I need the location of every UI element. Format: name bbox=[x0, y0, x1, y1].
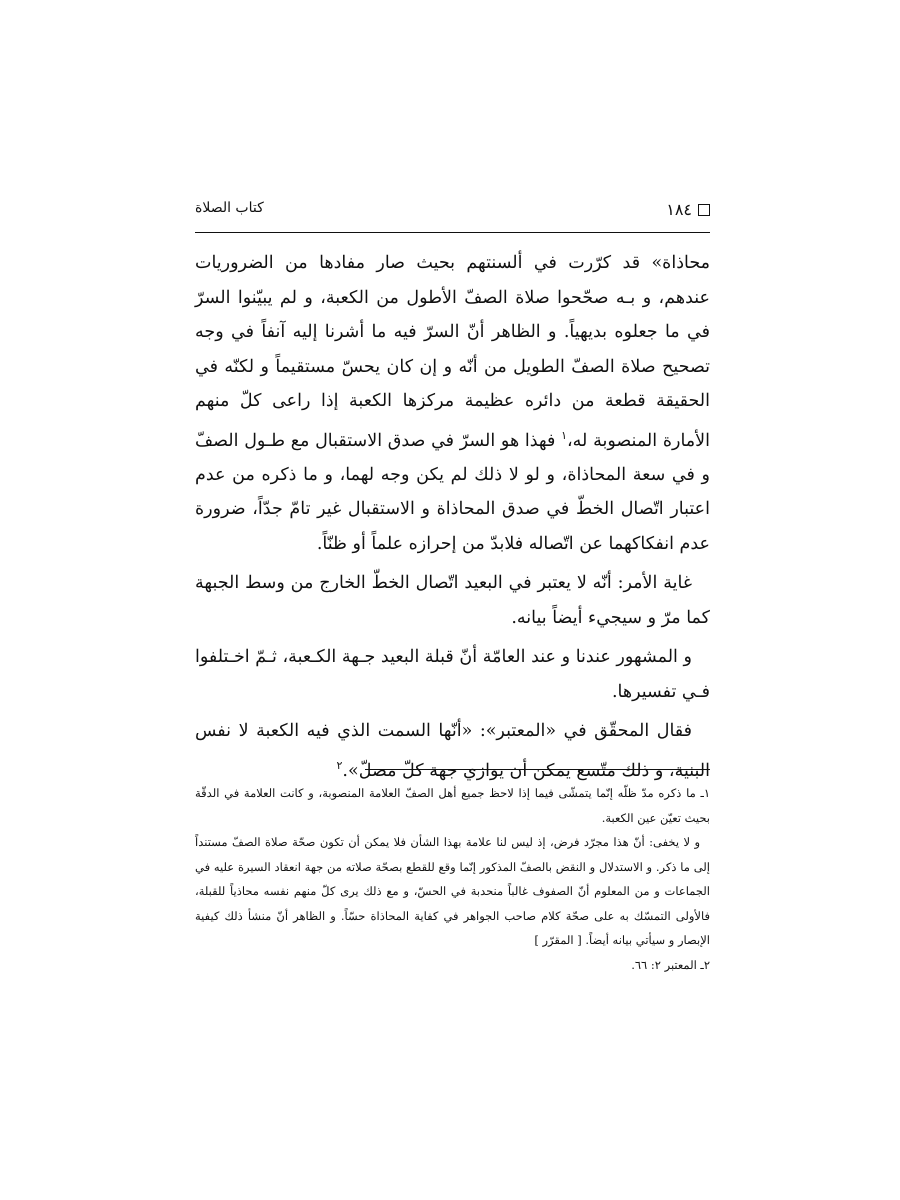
footnote-1a: ١ـ ما ذكره مدّ ظلّه إنّما يتمشّى فيما إذا لاحظ جميع أهل الصفّ العلامة المنصوبة، و كانت العلامة في الدقّة بحيث تعيّن عين الكعبة. bbox=[195, 786, 710, 825]
footnote-2: ٢ـ المعتبر ٢: ٦٦. bbox=[631, 957, 710, 972]
square-icon bbox=[698, 204, 710, 216]
footnotes bbox=[195, 781, 710, 977]
page-number bbox=[666, 200, 710, 219]
paragraph-2: غاية الأمر: أنّه لا يعتبر في البعيد اتّصال الخطّ الخارج من وسط الجبهة كما مرّ و سيجيء أيضاً بيانه. bbox=[195, 573, 710, 628]
footnote-1b: و لا يخفى: أنّ هذا مجرّد فرض، إذ ليس لنا علامة بهذا الشأن فلا يمكن أن تكون صحّة صلاة الصفّ مستنداً إلى ما ذكر. و الاستدلال و النقض بالصفّ المذكور إنّما وقع للقطع بصحّة صلاته من جهة انعقاد السيرة عليه في الجماعات و من المعلوم أنّ الصفوف غالباً منحدبة في الحسّ، و مع ذلك يرى كلّ منهم نفسه محاذياً للقبلة، فالأولى التمسّك به على صحّة كلام صاحب الجواهر في كفاية المحاذاة حسّاً. و الظاهر أنّ منشأ ذلك كيفية الإبصار و سيأتي بيانه أيضاً. [ المقرّر ] bbox=[195, 835, 710, 947]
book-title: كتاب الصلاة bbox=[195, 200, 264, 216]
paragraph-4: فقال المحقّق في «المعتبر»: «أنّها السمت الذي فيه الكعبة لا نفس البنية، و ذلك متّسع يمكن أن يوازي جهة كلّ مصلّ».$^٢$ bbox=[195, 721, 710, 781]
footnote-marker-1: ١ bbox=[561, 428, 567, 442]
paragraph-1: محاذاة» قد كرّرت في ألسنتهم بحيث صار مفادها من الضروريات عندهم، و بـه صحّحوا صلاة الصفّ الأطول من الكعبة، و لم يبيّنوا السرّ في ما جعلوه بديهياً. و الظاهر أنّ السرّ فيه ما أشرنا إليه آنفاً في وجه تصحيح صلاة الصفّ الطويل من أنّه و إن كان يحسّ مستقيماً و لكنّه في الحقيقة قطعة من دائره عظيمة مركزها الكعبة إذا راعى كلّ منهم الأمارة المنصوبة له،$^١$ فهذا هو السرّ في صدق الاستقبال مع طـول الصفّ و في سعة المحاذاة، و لو لا ذلك لم يكن وجه لهما، و ما ذكره من عدم اعتبار اتّصال الخطّ في صدق المحاذاة و الاستقبال غير تامّ جدّاً، ضرورة عدم انفكاكهما عن اتّصاله فلابدّ من إحرازه علماً أو ظنّاً. bbox=[195, 253, 710, 554]
footnote-divider bbox=[365, 769, 710, 770]
footnote-marker-2: ٢ bbox=[336, 758, 343, 772]
running-header bbox=[195, 200, 710, 224]
main-text bbox=[195, 246, 710, 793]
paragraph-3: و المشهور عندنا و عند العامّة أنّ قبلة البعيد جـهة الكـعبة، ثـمّ اخـتلفوا فـي تفسيرها. bbox=[195, 647, 710, 702]
header-divider bbox=[195, 232, 710, 233]
page-number-text: ١٨٤ bbox=[666, 200, 692, 219]
